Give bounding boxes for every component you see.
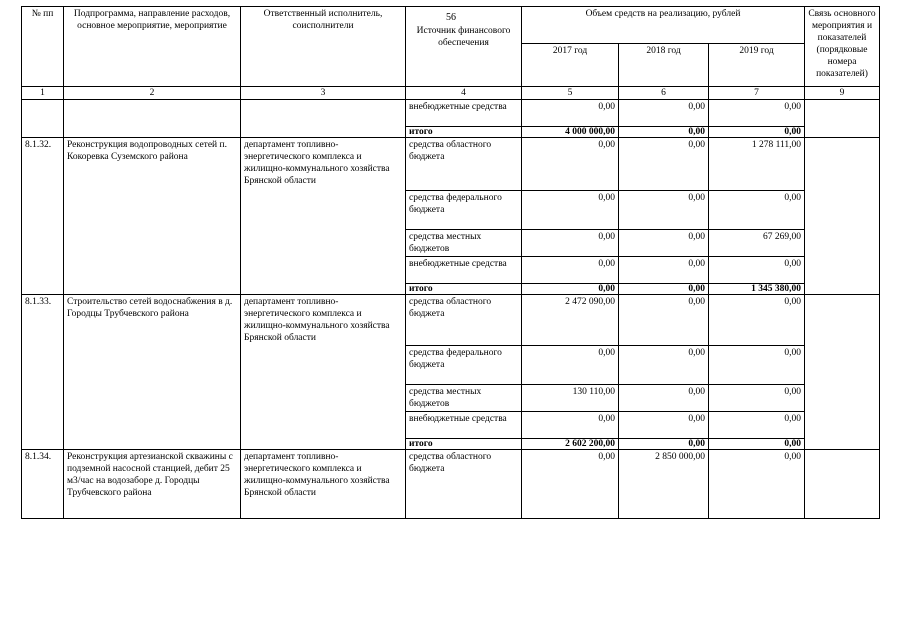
amount-2018: 0,00: [619, 295, 709, 346]
amount-2017: 0,00: [522, 450, 619, 519]
source-label: средства местных бюджетов: [406, 385, 522, 412]
amount-2017: 0,00: [522, 230, 619, 257]
cell-empty: [241, 100, 406, 138]
amount-2019: 0,00: [709, 346, 805, 385]
entry-executor: департамент топливно-энергетического комплекса и жилищно-коммунального хозяйства Брянской области: [241, 295, 406, 450]
total-2017: 0,00: [522, 284, 619, 295]
cell-empty: [805, 138, 880, 295]
total-2017: 4 000 000,00: [522, 127, 619, 138]
entry-name: Строительство сетей водоснабжения в д. Городцы Трубчевского района: [64, 295, 241, 450]
amount-2017: 0,00: [522, 100, 619, 127]
page-number: 56: [446, 12, 456, 23]
column-number: 5: [522, 87, 619, 100]
header-year-2019: 2019 год: [709, 44, 805, 87]
source-label: средства областного бюджета: [406, 295, 522, 346]
amount-2019: 67 269,00: [709, 230, 805, 257]
amount-2019: 0,00: [709, 412, 805, 439]
header-program: Подпрограмма, направление расходов, основное мероприятие, мероприятие: [64, 7, 241, 87]
table-row: [22, 450, 880, 519]
table-row: [22, 295, 880, 346]
amount-2018: 0,00: [619, 230, 709, 257]
total-2017: 2 602 200,00: [522, 439, 619, 450]
source-label: средства областного бюджета: [406, 138, 522, 191]
entry-executor: департамент топливно-энергетического комплекса и жилищно-коммунального хозяйства Брянской области: [241, 138, 406, 295]
amount-2019: 0,00: [709, 295, 805, 346]
amount-2019: 0,00: [709, 191, 805, 230]
funding-table: [21, 6, 880, 519]
table-row: [22, 138, 880, 191]
amount-2018: 0,00: [619, 385, 709, 412]
amount-2019: 1 278 111,00: [709, 138, 805, 191]
table-row: [22, 100, 880, 127]
cell-empty: [805, 295, 880, 450]
amount-2017: 130 110,00: [522, 385, 619, 412]
column-number: 4: [406, 87, 522, 100]
column-number: 1: [22, 87, 64, 100]
amount-2017: 0,00: [522, 138, 619, 191]
source-label: внебюджетные средства: [406, 412, 522, 439]
amount-2018: 0,00: [619, 100, 709, 127]
source-label: средства областного бюджета: [406, 450, 522, 519]
column-number: 7: [709, 87, 805, 100]
amount-2019: 0,00: [709, 385, 805, 412]
amount-2018: 0,00: [619, 257, 709, 284]
amount-2019: 0,00: [709, 100, 805, 127]
cell-empty: [64, 100, 241, 138]
total-2019: 1 345 380,00: [709, 284, 805, 295]
total-2018: 0,00: [619, 439, 709, 450]
header-link: Связь основного мероприятия и показателей (порядковые номера показателей): [805, 7, 880, 87]
source-label: внебюджетные средства: [406, 257, 522, 284]
cell-empty: [805, 100, 880, 138]
total-label: итого: [406, 439, 522, 450]
entry-number: 8.1.33.: [22, 295, 64, 450]
header-year-2018: 2018 год: [619, 44, 709, 87]
amount-2017: 0,00: [522, 346, 619, 385]
cell-empty: [805, 450, 880, 519]
source-label: внебюджетные средства: [406, 100, 522, 127]
cell-empty: [22, 100, 64, 138]
column-number: 6: [619, 87, 709, 100]
header-source: Источник финансового обеспечения: [406, 7, 522, 87]
column-number: 9: [805, 87, 880, 100]
amount-2018: 0,00: [619, 346, 709, 385]
entry-number: 8.1.32.: [22, 138, 64, 295]
column-number: 2: [64, 87, 241, 100]
source-label: средства местных бюджетов: [406, 230, 522, 257]
source-label: средства федерального бюджета: [406, 346, 522, 385]
amount-2017: 2 472 090,00: [522, 295, 619, 346]
entry-number: 8.1.34.: [22, 450, 64, 519]
total-label: итого: [406, 284, 522, 295]
amount-2017: 0,00: [522, 412, 619, 439]
header-funding-group: Объем средств на реализацию, рублей: [522, 7, 805, 44]
amount-2017: 0,00: [522, 257, 619, 284]
amount-2018: 0,00: [619, 191, 709, 230]
header-number: № пп: [22, 7, 64, 87]
entry-name: Реконструкция артезианской скважины с подземной насосной станцией, дебит 25 м3/час на водозаборе д. Городцы Трубчевского района: [64, 450, 241, 519]
header-year-2017: 2017 год: [522, 44, 619, 87]
total-2019: 0,00: [709, 127, 805, 138]
column-number: 3: [241, 87, 406, 100]
entry-name: Реконструкция водопроводных сетей п. Кокоревка Суземского района: [64, 138, 241, 295]
column-number-row: [22, 87, 880, 100]
amount-2019: 0,00: [709, 450, 805, 519]
amount-2017: 0,00: [522, 191, 619, 230]
amount-2018: 0,00: [619, 138, 709, 191]
source-label: средства федерального бюджета: [406, 191, 522, 230]
total-2018: 0,00: [619, 127, 709, 138]
entry-executor: департамент топливно-энергетического комплекса и жилищно-коммунального хозяйства Брянской области: [241, 450, 406, 519]
amount-2019: 0,00: [709, 257, 805, 284]
amount-2018: 2 850 000,00: [619, 450, 709, 519]
total-2019: 0,00: [709, 439, 805, 450]
total-label: итого: [406, 127, 522, 138]
total-2018: 0,00: [619, 284, 709, 295]
header-executor: Ответственный исполнитель, соисполнители: [241, 7, 406, 87]
amount-2018: 0,00: [619, 412, 709, 439]
